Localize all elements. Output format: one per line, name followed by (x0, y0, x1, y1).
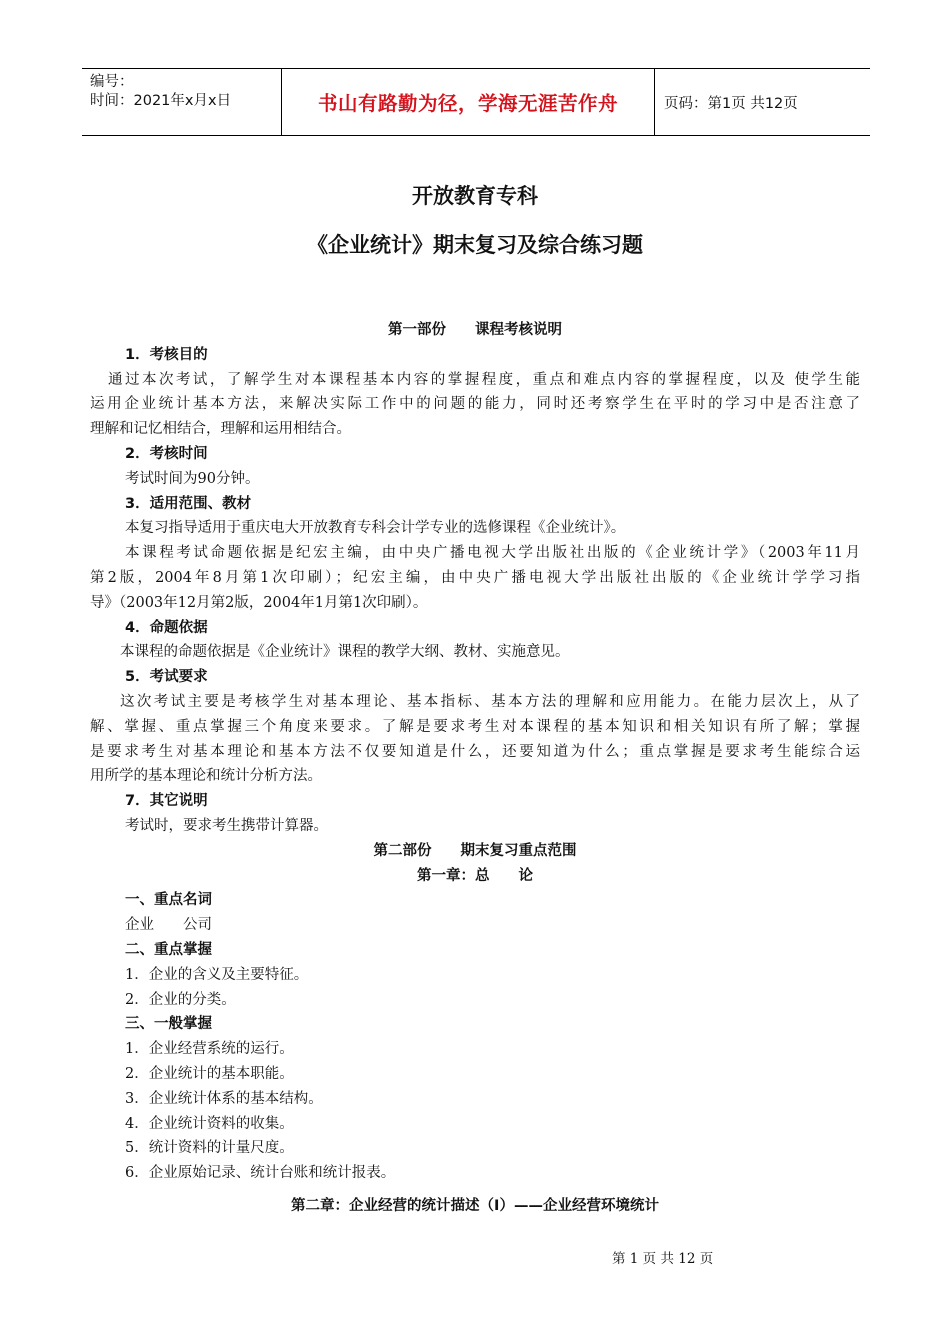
section-title: 4．命题依据 (125, 619, 208, 636)
list-item: 4．企业统计资料的收集。 (125, 1115, 294, 1132)
list-item: 企业 公司 (125, 917, 212, 934)
subsection-title: 一、重点名词 (125, 892, 212, 909)
chapter1-heading: 第一章：总 论 (417, 867, 533, 884)
part1-heading: 第一部份 课程考核说明 (388, 322, 562, 338)
list-item: 2．企业统计的基本职能。 (125, 1065, 294, 1082)
subsection-title: 三、一般掌握 (125, 1016, 212, 1033)
document-date: 时间：2021年x月x日 (90, 93, 232, 109)
spacer (90, 1186, 860, 1194)
paragraph-line: 用所学的基本理论和统计分析方法。 (90, 768, 322, 785)
section-title: 5．考试要求 (125, 669, 208, 686)
paragraph-line: 第2版，2004年8月第1次印刷）；纪宏主编，由中央广播电视大学出版社出版的《企业统计学学习指 (90, 569, 860, 586)
chapter2-heading: 第二章：企业经营的统计描述（Ⅰ）——企业经营环境统计 (291, 1197, 659, 1214)
list-item: 6．企业原始记录、统计台账和统计报表。 (125, 1165, 396, 1182)
paragraph-line: 这次考试主要是考核学生对基本理论、基本指标、基本方法的理解和应用能力。在能力层次上，从了 (120, 693, 860, 710)
section-title: 3．适用范围、教材 (125, 495, 252, 512)
list-item: 2．企业的分类。 (125, 991, 236, 1008)
header-page-label: 页码：第1页 共12页 (664, 95, 798, 112)
document-number-label: 编号： (90, 74, 134, 90)
header-table (82, 68, 870, 136)
paragraph-line: 理解和记忆相结合，理解和运用相结合。 (90, 421, 351, 438)
header-motto: 书山有路勤为径，学海无涯苦作舟 (281, 69, 655, 135)
list-item: 5．统计资料的计量尺度。 (125, 1140, 294, 1157)
paragraph-line: 本课程考试命题依据是纪宏主编，由中央广播电视大学出版社出版的《企业统计学》（2003年11月 (125, 545, 860, 562)
document-title-line1: 开放教育专科 (412, 184, 538, 208)
paragraph-line: 本复习指导适用于重庆电大开放教育专科会计学专业的选修课程《企业统计》。 (125, 520, 626, 537)
paragraph-line: 导》（2003年12月第2版，2004年1月第1次印刷）。 (90, 594, 428, 611)
section-title: 1．考核目的 (125, 346, 208, 363)
section-title: 7．其它说明 (125, 793, 208, 810)
paragraph-line: 本课程的命题依据是《企业统计》课程的教学大纲、教材、实施意见。 (120, 644, 570, 661)
subsection-title: 二、重点掌握 (125, 941, 212, 958)
section-title: 2．考核时间 (125, 445, 208, 462)
header-left-cell (82, 69, 281, 135)
paragraph-line: 是要求考生对基本理论和基本方法不仅要知道是什么，还要知道为什么；重点掌握是要求考生能综合运 (90, 743, 860, 760)
list-item: 1．企业经营系统的运行。 (125, 1041, 294, 1058)
list-item: 3．企业统计体系的基本结构。 (125, 1090, 323, 1107)
page-footer: 第 1 页 共 12 页 (612, 1251, 714, 1267)
document-body (90, 318, 860, 1219)
paragraph-line: 考试时，要求考生携带计算器。 (125, 817, 328, 834)
paragraph-line: 考试时间为90分钟。 (125, 470, 260, 487)
paragraph-line: 运用企业统计基本方法，来解决实际工作中的问题的能力，同时还考察学生在平时的学习中是否注意了 (90, 396, 860, 413)
list-item: 1．企业的含义及主要特征。 (125, 966, 309, 983)
document-title-line2: 《企业统计》期末复习及综合练习题 (307, 233, 643, 257)
paragraph-line: 通过本次考试，了解学生对本课程基本内容的掌握程度，重点和难点内容的掌握程度，以及 使学生能 (108, 371, 860, 388)
part2-heading: 第二部份 期末复习重点范围 (373, 842, 577, 859)
paragraph-line: 解、掌握、重点掌握三个角度来要求。了解是要求考生对本课程的基本知识和相关知识有所了解；掌握 (90, 718, 860, 735)
